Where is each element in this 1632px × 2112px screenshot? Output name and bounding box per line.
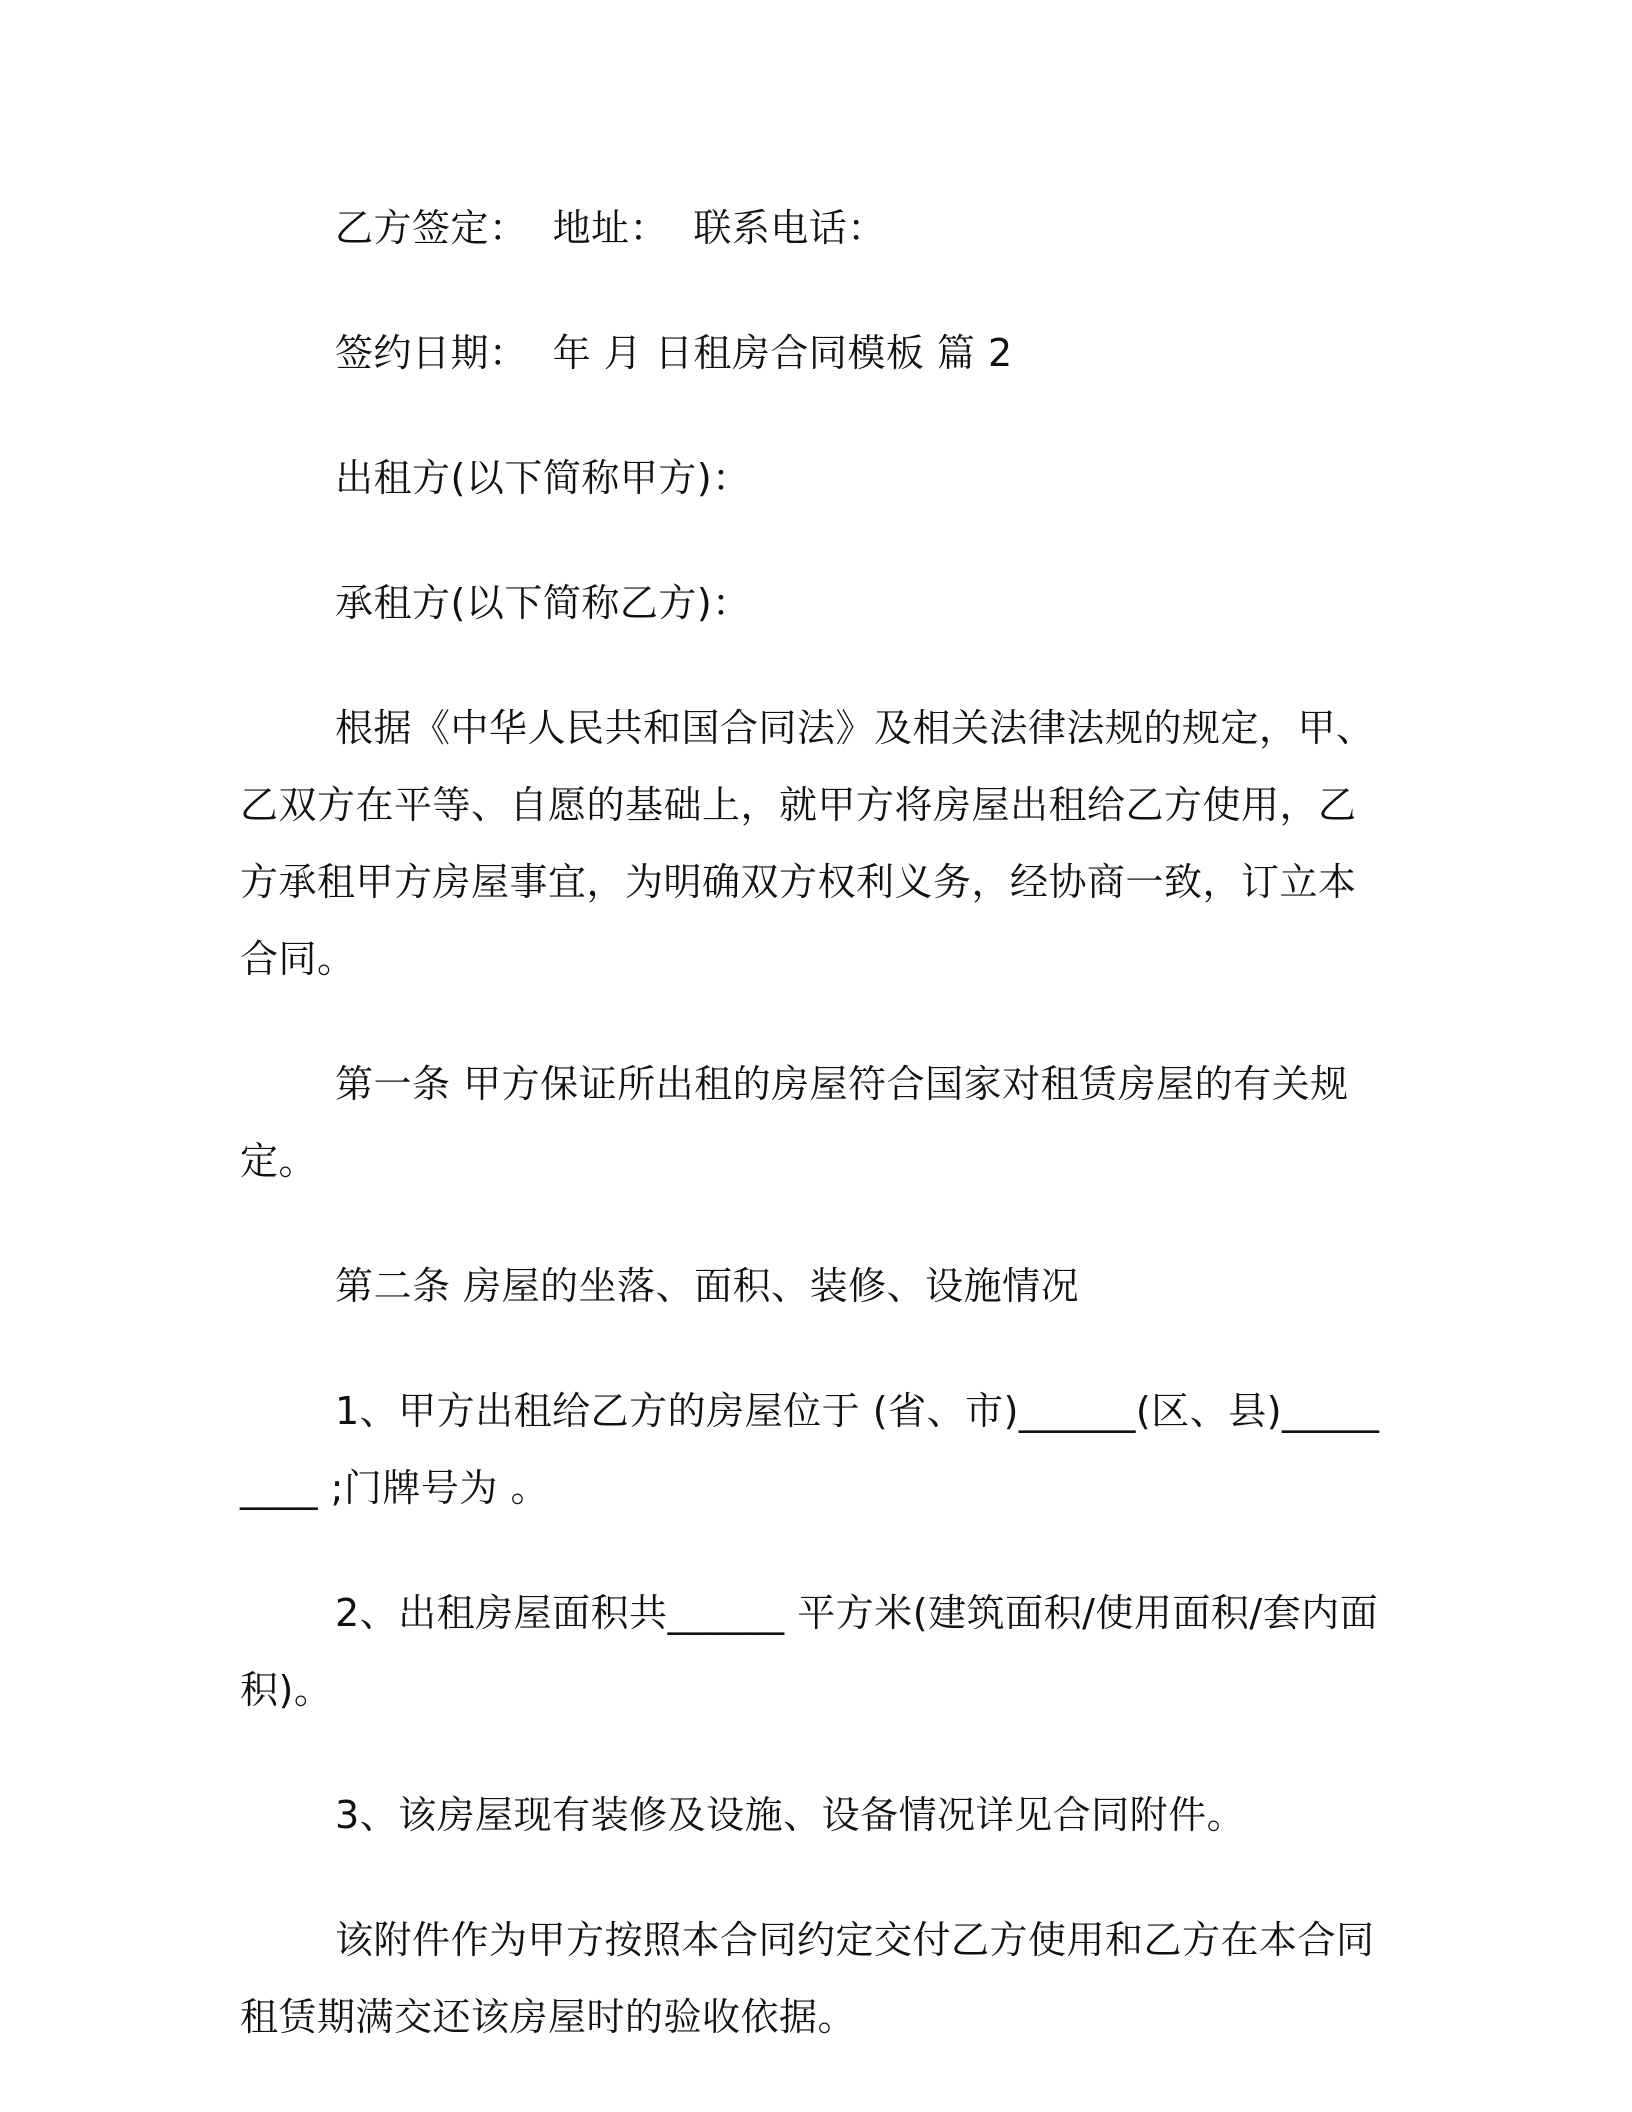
article-1: 第一条 甲方保证所出租的房屋符合国家对租赁房屋的有关规定。 xyxy=(240,1062,1349,1183)
attachment-note: 该附件作为甲方按照本合同约定交付乙方使用和乙方在本合同租赁期满交还该房屋时的验收依据。 xyxy=(240,1918,1375,2039)
article-2-item-3: 3、该房屋现有装修及设施、设备情况详见合同附件。 xyxy=(335,1793,1246,1837)
preamble-paragraph: 根据《中华人民共和国合同法》及相关法律法规的规定，甲、乙双方在平等、自愿的基础上，就甲方将房屋出租给乙方使用，乙方承租甲方房屋事宜，为明确双方权利义务，经协商一致，订立本合同。 xyxy=(240,706,1375,981)
document-body xyxy=(240,190,1380,2104)
article-2-item-1: 1、甲方出租给乙方的房屋位于 (省、市)______(区、县)_________ ;门牌号为 。 xyxy=(240,1389,1380,1510)
signing-date-line: 签约日期： 年 月 日租房合同模板 篇 2 xyxy=(335,331,1013,375)
party-b-signature-line: 乙方签定： 地址： 联系电话： xyxy=(335,206,886,250)
lessee-line: 承租方(以下简称乙方)： xyxy=(335,581,751,625)
article-2-item-2: 2、出租房屋面积共______ 平方米(建筑面积/使用面积/套内面积)。 xyxy=(240,1591,1379,1712)
lessor-line: 出租方(以下简称甲方)： xyxy=(335,456,751,500)
article-2-heading: 第二条 房屋的坐落、面积、装修、设施情况 xyxy=(335,1264,1080,1308)
